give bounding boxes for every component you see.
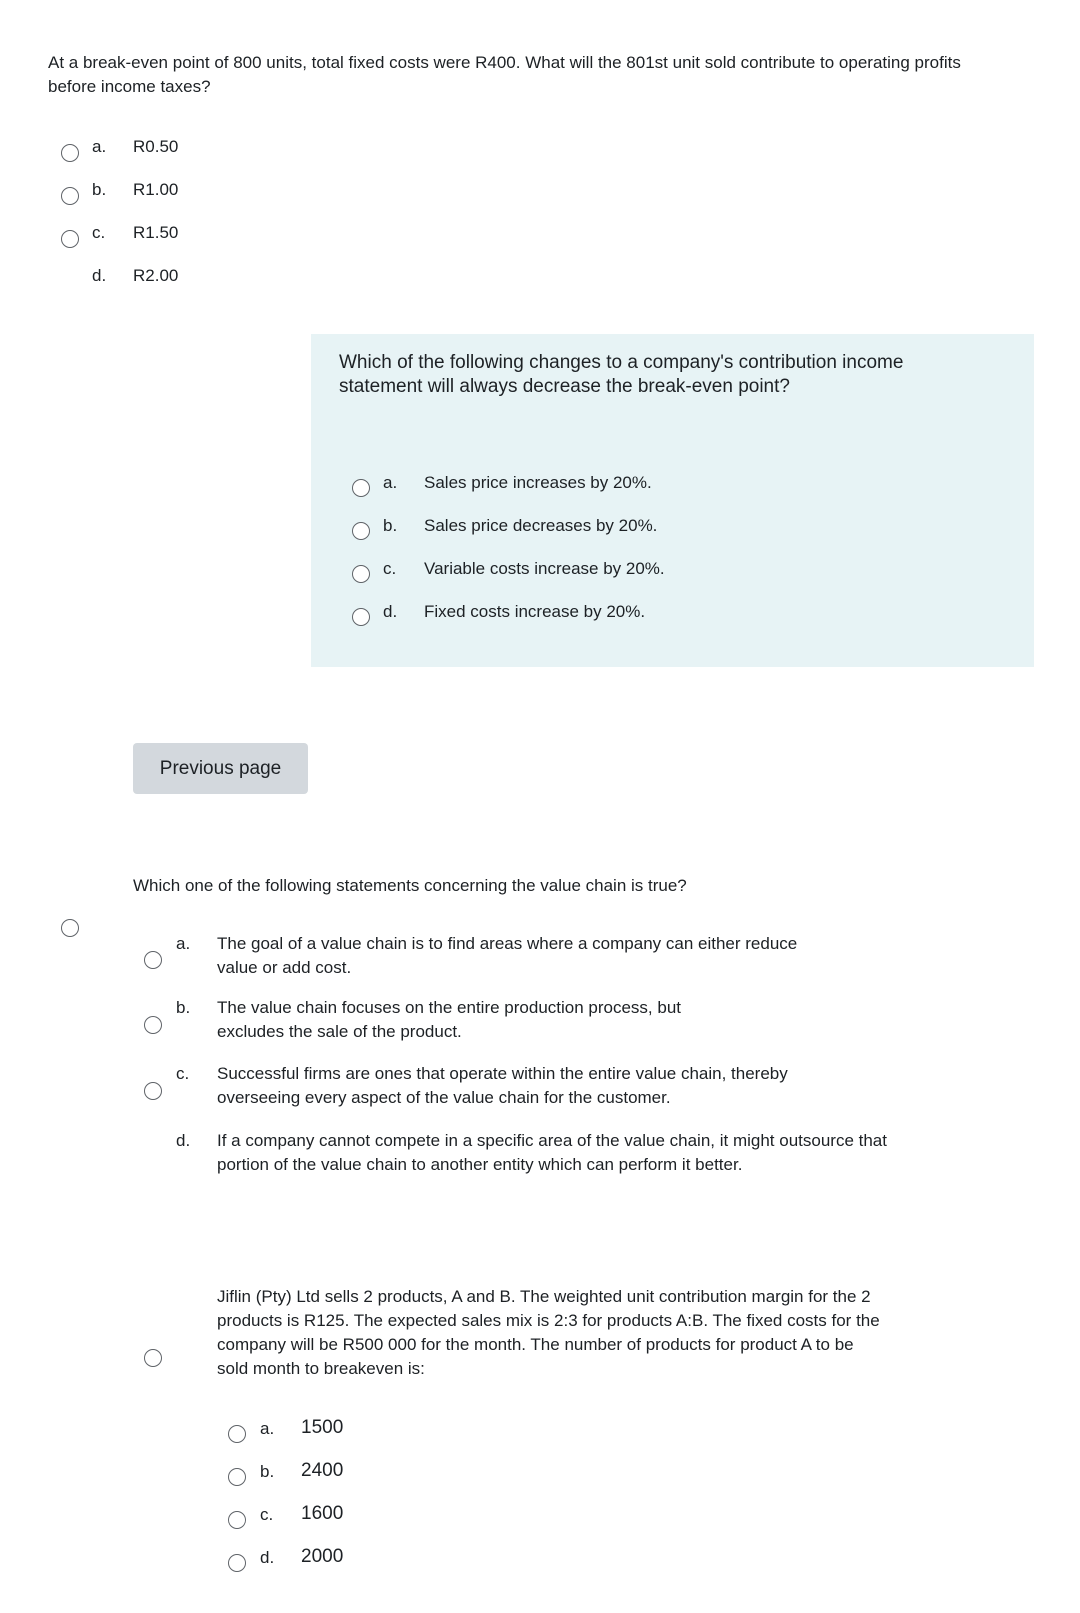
q2-option-d-radio[interactable] — [352, 608, 370, 626]
q2-option-a-letter: a. — [383, 473, 398, 492]
q1-option-a-label[interactable]: R0.50 — [133, 137, 179, 156]
q2-option-b-label[interactable]: Sales price decreases by 20%. — [424, 516, 658, 535]
question-3-text: Which one of the following statements concerning the value chain is true? — [133, 876, 687, 895]
q3-option-a-label[interactable]: The goal of a value chain is to find areas where a company can either reduce value or add cost. — [217, 934, 798, 977]
q4-option-d-label[interactable]: 2000 — [301, 1546, 344, 1567]
q4-option-c-letter: c. — [260, 1505, 274, 1524]
q3-option-d-letter: d. — [176, 1131, 191, 1150]
q4-option-c-label[interactable]: 1600 — [301, 1503, 344, 1524]
q1-option-b-label[interactable]: R1.00 — [133, 180, 179, 199]
previous-page-button[interactable]: Previous page — [133, 743, 308, 794]
q4-option-c-radio[interactable] — [228, 1511, 246, 1529]
q2-option-b-letter: b. — [383, 516, 398, 535]
q2-option-a-label[interactable]: Sales price increases by 20%. — [424, 473, 652, 492]
q3-option-a-letter: a. — [176, 934, 191, 953]
q3-option-c-letter: c. — [176, 1064, 190, 1083]
q2-option-c-radio[interactable] — [352, 565, 370, 583]
q3-option-b-label[interactable]: The value chain focuses on the entire production process, but excludes the sale of the product. — [217, 998, 682, 1041]
q1-option-b-radio[interactable] — [61, 187, 79, 205]
q4-radio[interactable] — [144, 1349, 162, 1367]
q4-option-d-letter: d. — [260, 1548, 275, 1567]
q4-option-b-label[interactable]: 2400 — [301, 1460, 344, 1481]
q1-option-a-radio[interactable] — [61, 144, 79, 162]
q1-option-a-letter: a. — [92, 137, 107, 156]
q3-option-a-radio[interactable] — [144, 951, 162, 969]
q1-option-c-letter: c. — [92, 223, 106, 242]
q1-option-d-letter: d. — [92, 266, 107, 285]
q4-option-a-label[interactable]: 1500 — [301, 1417, 344, 1438]
question-2-text: Which of the following changes to a company's contribution income statement will always decrease the break-even point? — [339, 352, 904, 397]
q2-option-c-letter: c. — [383, 559, 397, 578]
q4-option-a-letter: a. — [260, 1419, 275, 1438]
q3-radio[interactable] — [61, 919, 79, 937]
q3-option-c-radio[interactable] — [144, 1082, 162, 1100]
q4-option-b-radio[interactable] — [228, 1468, 246, 1486]
q3-option-b-letter: b. — [176, 998, 191, 1017]
q2-option-d-letter: d. — [383, 602, 398, 621]
q2-option-c-label[interactable]: Variable costs increase by 20%. — [424, 559, 665, 578]
q4-option-b-letter: b. — [260, 1462, 275, 1481]
q4-option-a-radio[interactable] — [228, 1425, 246, 1443]
q4-option-d-radio[interactable] — [228, 1554, 246, 1572]
q2-option-a-radio[interactable] — [352, 479, 370, 497]
q1-option-c-radio[interactable] — [61, 230, 79, 248]
question-4-text: Jiflin (Pty) Ltd sells 2 products, A and B. The weighted unit contribution margin for the 2 products is R125. The expected sales mix is 2:3 for products A:B. The fixed costs for the company will be R500 000 for the month. The number of products for product A to be sold month to breakeven is: — [217, 1287, 880, 1378]
q1-option-b-letter: b. — [92, 180, 107, 199]
q2-option-d-label[interactable]: Fixed costs increase by 20%. — [424, 602, 646, 621]
q3-option-b-radio[interactable] — [144, 1016, 162, 1034]
q2-option-b-radio[interactable] — [352, 522, 370, 540]
q1-option-d-label[interactable]: R2.00 — [133, 266, 179, 285]
question-1-text: At a break-even point of 800 units, total fixed costs were R400. What will the 801st unit sold contribute to operating profits before income taxes? — [48, 53, 961, 96]
q1-option-c-label[interactable]: R1.50 — [133, 223, 179, 242]
q3-option-d-label[interactable]: If a company cannot compete in a specific area of the value chain, it might outsource that portion of the value chain to another entity which can perform it better. — [217, 1131, 887, 1174]
q3-option-c-label[interactable]: Successful firms are ones that operate within the entire value chain, thereby overseeing every aspect of the value chain for the customer. — [217, 1064, 788, 1107]
